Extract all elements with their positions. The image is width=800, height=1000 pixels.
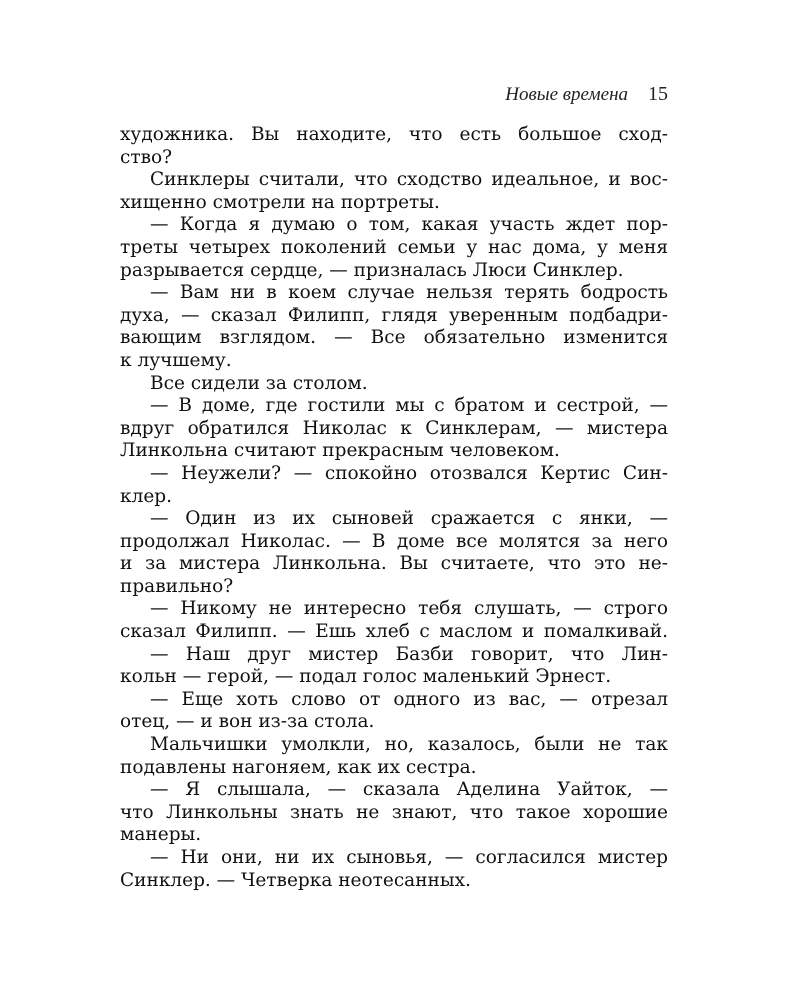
text-line: сказал Филипп. — Ешь хлеб с маслом и помалкивай. xyxy=(120,621,668,643)
text-line: подавлены нагоняем, как их сестра. xyxy=(120,756,477,778)
text-line: отец, — и вон из-за стола. xyxy=(120,711,375,733)
text-line: ство? xyxy=(120,146,173,168)
running-header xyxy=(120,83,668,109)
text-line: художника. Вы находите, что есть большое сход- xyxy=(120,124,668,145)
text-line: правильно? xyxy=(120,575,234,597)
text-line: продолжал Николас. — В доме все молятся за него xyxy=(120,530,668,552)
text-line: хищенно смотрели на портреты. xyxy=(120,191,440,213)
text-line: Мальчишки умолкли, но, казалось, были не так xyxy=(150,734,668,756)
text-line: кольн — герой, — подал голос маленький Эрнест. xyxy=(120,666,612,688)
text-line: что Линкольны знать не знают, что такое хорошие xyxy=(120,801,668,823)
text-line: треты четырех поколений семьи у нас дома, у меня xyxy=(120,236,668,258)
text-line: — Еще хоть слово от одного из вас, — отрезал xyxy=(150,688,668,710)
text-line: Линкольна считают прекрасным человеком. xyxy=(120,440,560,462)
text-line: вающим взглядом. — Все обязательно изменится xyxy=(120,327,668,349)
text-line: — Один из их сыновей сражается с янки, — xyxy=(150,508,668,530)
text-body xyxy=(120,124,668,892)
text-line: разрывается сердце, — призналась Люси Синклер. xyxy=(120,259,624,281)
text-line: — Ни они, ни их сыновья, — согласился мистер xyxy=(150,847,668,868)
text-line: вдруг обратился Николас к Синклерам, — мистера xyxy=(120,417,668,439)
text-line: манеры. xyxy=(120,824,202,846)
text-line: — Наш друг мистер Базби говорит, что Лин- xyxy=(150,643,668,665)
running-title: Новые времена xyxy=(505,84,628,105)
text-line: Все сидели за столом. xyxy=(150,372,368,394)
text-line: Синклеры считали, что сходство идеальное, и вос- xyxy=(150,169,668,191)
text-line: к лучшему. xyxy=(120,349,232,371)
text-line: Синклер. — Четверка неотесанных. xyxy=(120,869,471,891)
text-line: и за мистера Линкольна. Вы считаете, что это не- xyxy=(120,553,668,575)
text-line: — В доме, где гостили мы с братом и сестрой, — xyxy=(150,395,668,417)
text-line: — Я слышала, — сказала Аделина Уайток, — xyxy=(150,779,668,801)
text-line: — Когда я думаю о том, какая участь ждет пор- xyxy=(150,214,668,236)
page-number: 15 xyxy=(648,83,668,105)
text-line: — Неужели? — спокойно отозвался Кертис Син- xyxy=(150,462,668,484)
text-line: духа, — сказал Филипп, глядя уверенным подбадри- xyxy=(120,304,668,326)
text-line: клер. xyxy=(120,485,172,507)
text-line: — Никому не интересно тебя слушать, — строго xyxy=(150,598,668,620)
text-line: — Вам ни в коем случае нельзя терять бодрость xyxy=(150,282,668,304)
